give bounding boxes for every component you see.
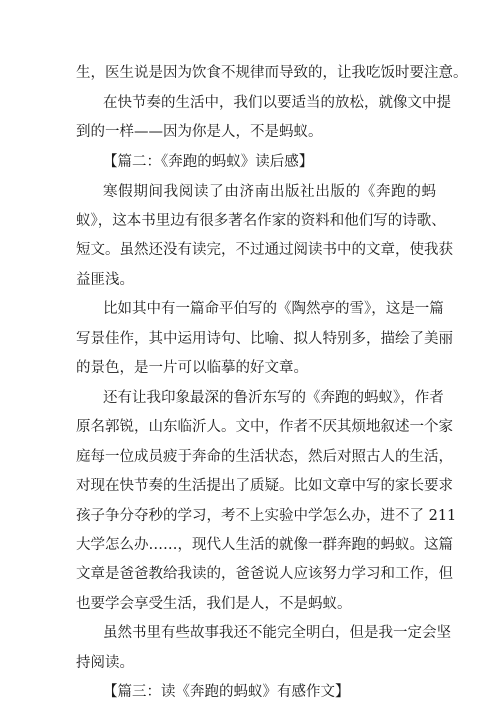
paragraph-line: 孩子争分夺秒的学习，考不上实验中学怎么办，进不了 211 — [76, 508, 457, 524]
paragraph-line: 益匪浅。 — [76, 272, 134, 288]
paragraph-line: 文章是爸爸教给我读的，爸爸说人应该努力学习和工作，但 — [76, 566, 453, 582]
paragraph-line: 寒假期间我阅读了由济南出版社出版的《奔跑的蚂 — [103, 184, 436, 200]
paragraph-line: 对现在快节奏的生活提出了质疑。比如文章中写的家长要求 — [76, 478, 453, 494]
paragraph-line: 蚁》，这本书里边有很多著名作家的资料和他们写的诗歌、 — [76, 213, 446, 229]
paragraph-line: 庭每一位成员疲于奔命的生活状态，然后对照古人的生活， — [76, 449, 453, 465]
paragraph-line: 写景佳作，其中运用诗句、比喻、拟人特别多，描绘了美丽 — [76, 331, 453, 347]
paragraph-line: 虽然书里有些故事我还不能完全明白，但是我一定会坚 — [103, 625, 451, 641]
paragraph-line: 比如其中有一篇命平伯写的《陶然亭的雪》，这是一篇 — [103, 301, 444, 317]
paragraph-line: 持阅读。 — [76, 655, 134, 671]
paragraph-line: 短文。虽然还没有读完，不过通过阅读书中的文章，使我获 — [76, 242, 453, 258]
paragraph-line: 到的一样——因为你是人，不是蚂蚁。 — [76, 124, 323, 140]
section-heading: 【篇三：读《奔跑的蚂蚁》有感作文】 — [103, 684, 350, 700]
paragraph-line: 在快节奏的生活中，我们以要适当的放松，就像文中提 — [103, 95, 451, 111]
paragraph-line: 生，医生说是因为饮食不规律而导致的，让我吃饭时要注意。 — [76, 65, 468, 81]
paragraph-line: 也要学会享受生活，我们是人，不是蚂蚁。 — [76, 596, 352, 612]
paragraph-line: 原名郭锐，山东临沂人。文中，作者不厌其烦地叙述一个家 — [76, 419, 453, 435]
paragraph-line: 还有让我印象最深的鲁沂东写的《奔跑的蚂蚁》，作者 — [103, 390, 444, 406]
paragraph-line: 大学怎么办……，现代人生活的就像一群奔跑的蚂蚁。这篇 — [76, 537, 453, 553]
section-heading: 【篇二：《奔跑的蚂蚁》读后感】 — [103, 154, 314, 170]
paragraph-line: 的景色，是一片可以临摹的好文章。 — [76, 360, 308, 376]
